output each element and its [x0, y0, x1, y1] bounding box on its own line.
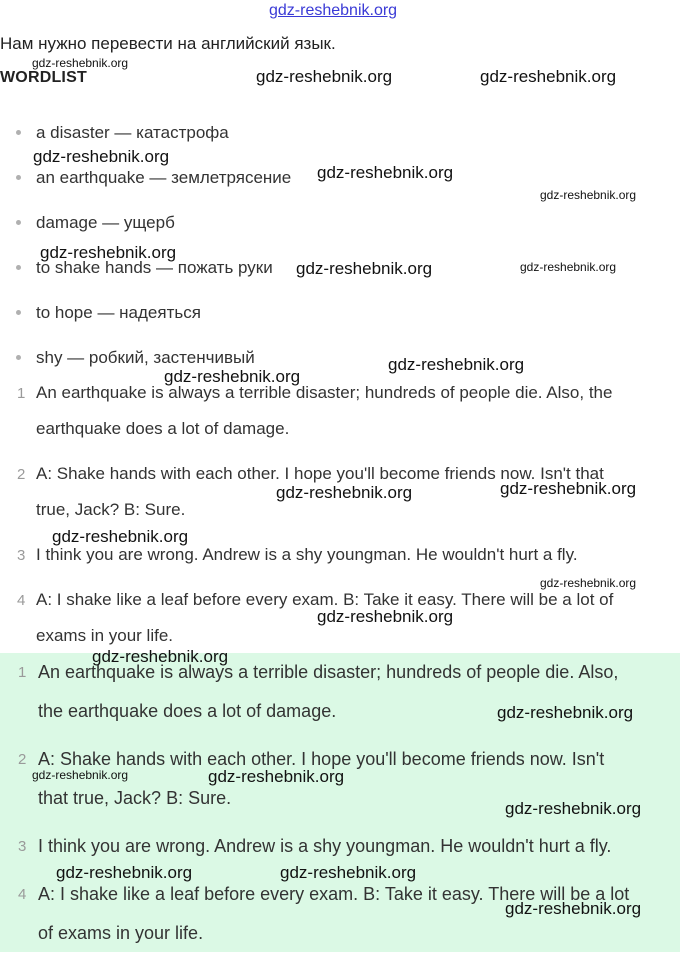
wordlist-item-text: an earthquake — землетрясение: [36, 168, 292, 187]
watermark: gdz-reshebnik.org: [56, 863, 193, 882]
wordlist-item: [36, 348, 255, 368]
watermark: gdz-reshebnik.org: [164, 367, 301, 386]
watermark: gdz-reshebnik.org: [540, 576, 637, 590]
watermark: gdz-reshebnik.org: [317, 607, 454, 626]
answer-number: 1: [17, 385, 26, 402]
site-link[interactable]: gdz-reshebnik.org: [269, 2, 398, 19]
watermark: gdz-reshebnik.org: [520, 260, 617, 274]
wordlist-item-text: a disaster — катастрофа: [36, 123, 229, 142]
wordlist-item-text: shy — робкий, застенчивый: [36, 348, 255, 367]
answer-line: An earthquake is always a terrible disaster; hundreds of people die. Also,: [38, 662, 619, 682]
answer-line: earthquake does a lot of damage.: [36, 419, 290, 438]
answer-line: A: Shake hands with each other. I hope you'll become friends now. Isn't that: [36, 464, 604, 483]
bullet-icon: [16, 355, 21, 360]
watermark: gdz-reshebnik.org: [505, 799, 642, 818]
answer-number: 3: [17, 547, 26, 564]
answer-number: 3: [18, 838, 27, 855]
bullet-icon: [16, 265, 21, 270]
answer-line: A: I shake like a leaf before every exam. B: Take it easy. There will be a lot: [38, 884, 630, 904]
answer-line: I think you are wrong. Andrew is a shy youngman. He wouldn't hurt a fly.: [38, 836, 612, 856]
watermark: gdz-reshebnik.org: [40, 243, 177, 262]
wordlist-item: [36, 303, 201, 323]
watermark: gdz-reshebnik.org: [505, 899, 642, 918]
answer-line: true, Jack? B: Sure.: [36, 500, 186, 519]
answer-number: 2: [17, 466, 26, 483]
bullet-icon: [16, 310, 21, 315]
wordlist-title: WORDLIST: [0, 69, 87, 86]
answer-line: that true, Jack? B: Sure.: [38, 788, 232, 808]
wordlist-item-text: damage — ущерб: [36, 213, 175, 232]
answer-line: the earthquake does a lot of damage.: [38, 701, 337, 721]
answer-text: [38, 827, 611, 866]
answer-line: An earthquake is always a terrible disaster; hundreds of people die. Also, the: [36, 383, 613, 402]
watermark: gdz-reshebnik.org: [497, 703, 634, 722]
watermark: gdz-reshebnik.org: [208, 767, 345, 786]
wordlist-item: [36, 123, 229, 143]
watermark: gdz-reshebnik.org: [500, 479, 637, 498]
answer-number: 4: [18, 886, 27, 903]
wordlist-item: [36, 168, 291, 188]
watermark: gdz-reshebnik.org: [52, 527, 189, 546]
wordlist-item: [36, 213, 175, 233]
answer-line: A: Shake hands with each other. I hope you'll become friends now. Isn't: [38, 749, 605, 769]
watermark: gdz-reshebnik.org: [317, 163, 454, 182]
watermark: gdz-reshebnik.org: [32, 56, 129, 70]
wordlist-item-text: to shake hands — пожать руки: [36, 258, 273, 277]
intro-text: Нам нужно перевести на английский язык.: [0, 34, 336, 53]
bullet-icon: [16, 130, 21, 135]
watermark: gdz-reshebnik.org: [92, 647, 229, 666]
watermark: gdz-reshebnik.org: [256, 67, 393, 86]
answer-number: 2: [18, 751, 27, 768]
answer-line: of exams in your life.: [38, 923, 204, 943]
wordlist-item-text: to hope — надеяться: [36, 303, 201, 322]
bullet-icon: [16, 220, 21, 225]
watermark: gdz-reshebnik.org: [280, 863, 417, 882]
answer-line: I think you are wrong. Andrew is a shy youngman. He wouldn't hurt a fly.: [36, 545, 578, 564]
bullet-icon: [16, 175, 21, 180]
answer-text: [36, 375, 612, 447]
watermark: gdz-reshebnik.org: [32, 768, 129, 782]
watermark: gdz-reshebnik.org: [388, 355, 525, 374]
watermark: gdz-reshebnik.org: [296, 259, 433, 278]
answer-line: A: I shake like a leaf before every exam. B: Take it easy. There will be a lot of: [36, 590, 614, 609]
watermark: gdz-reshebnik.org: [276, 483, 413, 502]
watermark: gdz-reshebnik.org: [33, 147, 170, 166]
answer-line: exams in your life.: [36, 626, 173, 645]
answer-number: 4: [17, 592, 26, 609]
watermark: gdz-reshebnik.org: [540, 188, 637, 202]
watermark: gdz-reshebnik.org: [480, 67, 617, 86]
answer-number: 1: [18, 664, 27, 681]
